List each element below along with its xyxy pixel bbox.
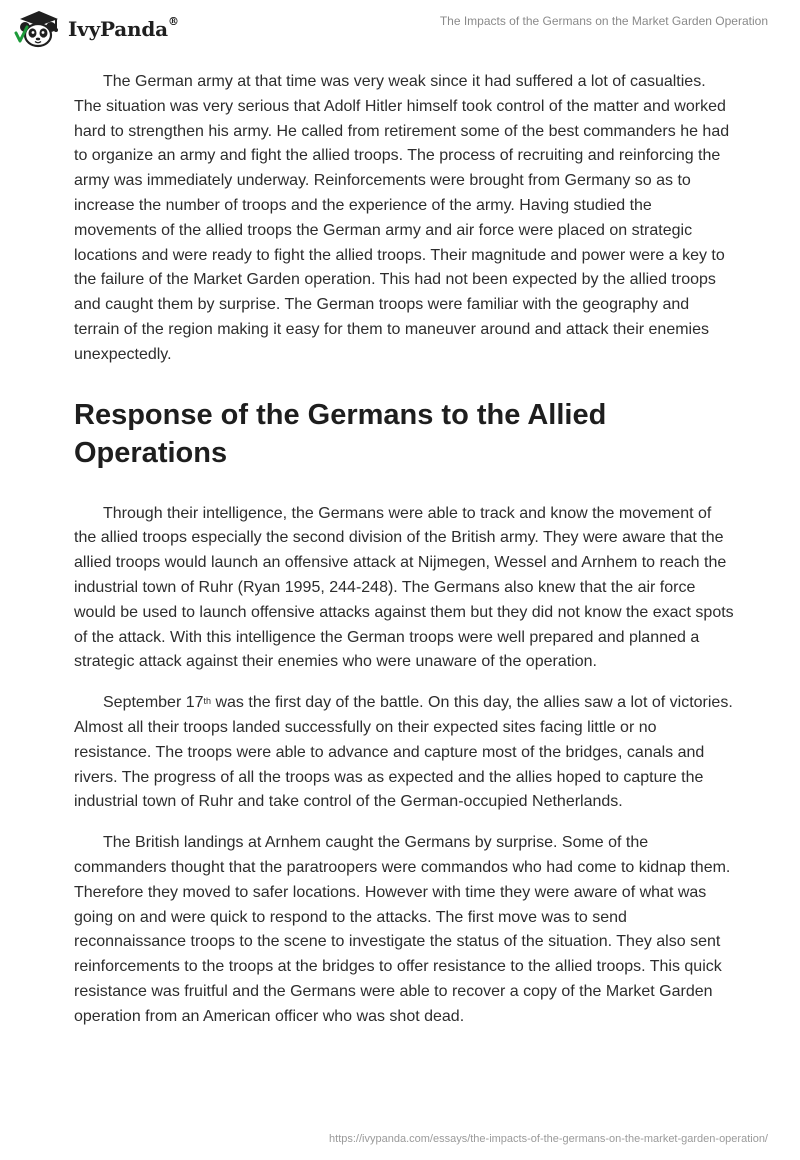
essay-content — [74, 70, 734, 1046]
logo-text: IvyPanda® — [68, 15, 179, 41]
ivypanda-logo[interactable] — [14, 8, 179, 50]
source-url[interactable]: https://ivypanda.com/essays/the-impacts-of-the-germans-on-the-market-garden-operation/ — [329, 1133, 768, 1145]
paragraph-3 — [74, 691, 734, 815]
paragraph-3-text: was the first day of the battle. On this day, the allies saw a lot of victories. Almost all their troops landed successfully on their expected sites facing little or no resistance. The troops were able to advance and capture most of the bridges, canals and rivers. The progress of all the troops was as expected and the allies hoped to capture the industrial town of Ruhr and take control of the German-occupied Netherlands. — [74, 694, 733, 811]
paragraph-4: The British landings at Arnhem caught the Germans by surprise. Some of the commanders thought that the paratroopers were commandos who had come to kidnap them. Therefore they moved to safer locations. However with time they were aware of what was going on and were quick to respond to the attacks. The first move was to send reconnaissance troops to the scene to investigate the status of the situation. They also sent reinforcements to the troops at the bridges to offer resistance to the allied troops. This quick resistance was fruitful and the Germans were able to recover a copy of the Market Garden operation from an American officer who was shot dead. — [74, 834, 731, 1025]
section-heading: Response of the Germans to the Allied Operations — [74, 398, 607, 469]
document-title: The Impacts of the Germans on the Market Garden Operation — [439, 14, 768, 28]
paragraph-2: Through their intelligence, the Germans were able to track and know the movement of the allied troops especially the second division of the British army. They were aware that the allied troops would launch an offensive attack at Nijmegen, Wessel and Arnhem to reach the industrial town of Ruhr (Ryan 1995, 244-248). The Germans also knew that the air force would be used to launch offensive attacks against them but they did not know the exact spots of the attack. With this intelligence the German troops were well prepared and planned a strategic attack against their enemies who were unaware of the operation. — [74, 504, 734, 671]
paragraph-1: The German army at that time was very weak since it had suffered a lot of casualties. The situation was very serious that Adolf Hitler himself took control of the matter and worked hard to strengthen his army. He called from retirement some of the best commanders he had to organize an army and fight the allied troops. The process of recruiting and reinforcing the army was immediately underway. Reinforcements were brought from Germany so as to increase the number of troops and the experience of the army. Having studied the movements of the allied troops the German army and air force were placed on strategic locations and were ready to fight the allied troops. Their magnitude and power were a key to the failure of the Market Garden operation. This had not been expected by the allied troops and caught them by surprise. The German troops were familiar with the geography and terrain of the region making it easy for them to maneuver around and attack their enemies unexpectedly. — [74, 73, 730, 363]
page-header — [0, 0, 800, 62]
ordinal-suffix: th — [203, 696, 212, 707]
panda-graduate-icon — [14, 8, 62, 50]
registered-mark: ® — [167, 15, 179, 28]
paragraph-3-date: September 17 — [103, 694, 204, 712]
